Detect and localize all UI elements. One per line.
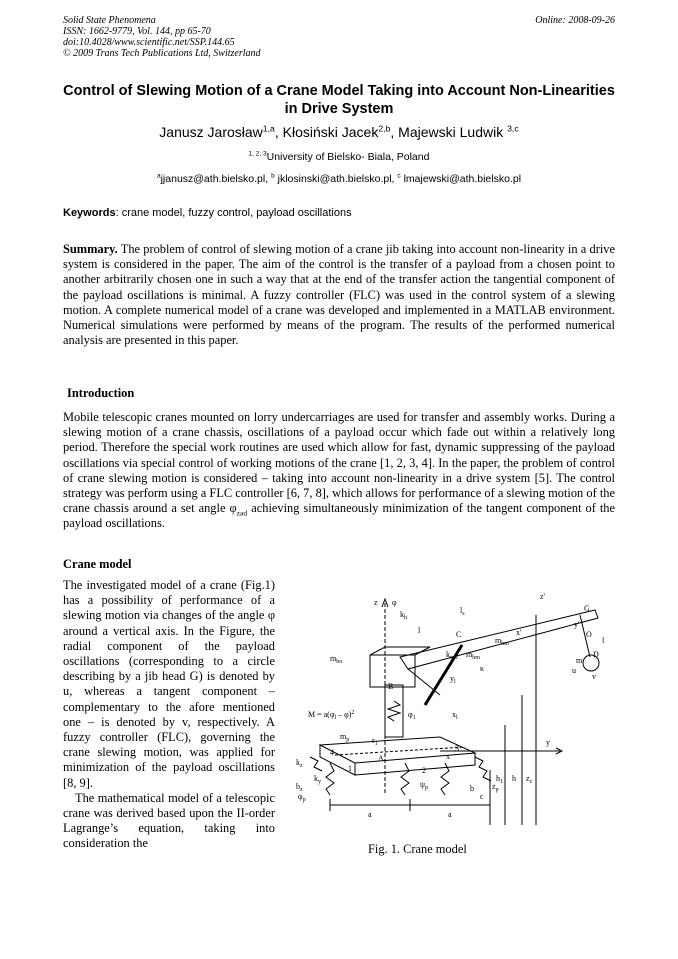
label-y: y	[546, 738, 550, 747]
label-zp: $z_p$	[492, 782, 499, 793]
label-phi1: $\varphi_1$	[408, 710, 416, 721]
label-moment-eq: $M = a(\varphi_l - \varphi)^2$	[308, 710, 355, 721]
affiliation	[60, 151, 618, 163]
label-phip: $\varphi_p$	[298, 792, 306, 803]
label-psi: $\psi_p$	[420, 780, 429, 791]
label-3: 3	[455, 744, 459, 753]
label-ls: $l_s$	[460, 606, 465, 617]
label-x: x	[446, 752, 450, 761]
journal-name: Solid State Phenomena	[63, 15, 156, 26]
label-z: z	[374, 598, 378, 607]
label-yl: $y_l$	[450, 674, 456, 685]
label-mp: $m_p$	[340, 732, 350, 743]
label-l: l	[418, 626, 421, 635]
label-l-small: l	[602, 636, 605, 645]
affiliation-sup: 1, 2, 3	[248, 150, 267, 158]
label-2: 2	[422, 766, 426, 775]
label-mbm-2: $m_{bm}$	[466, 650, 480, 661]
email-a-sup: a	[156, 172, 161, 180]
label-kz: $k_z$	[296, 758, 303, 769]
figure-caption: Fig. 1. Crane model	[368, 842, 467, 856]
author-2-sup: 2,b	[378, 123, 391, 134]
label-bx: $b_z$	[296, 782, 303, 793]
crane-model-paragraph-2: The mathematical model of a telescopic crane was derived based upon the II-order Lagrange’s equation, taking into consideration the	[63, 790, 275, 851]
label-C: C	[456, 630, 462, 639]
summary-paragraph	[63, 242, 615, 348]
label-ky: $k_y$	[314, 774, 321, 785]
label-v: v	[592, 672, 596, 681]
label-h: h	[512, 774, 516, 783]
label-b: b	[470, 784, 474, 793]
label-ksp: $k_{sp1}$	[446, 650, 459, 661]
keywords	[63, 207, 352, 219]
label-m: m	[576, 656, 583, 665]
keywords-text: : crane model, fuzzy control, payload oscillations	[115, 207, 352, 219]
label-G: G	[584, 604, 590, 613]
crane-model-heading: Crane model	[63, 557, 132, 571]
email-c[interactable]: lmajewski@ath.bielsko.pl	[400, 173, 522, 185]
label-4: 4	[330, 748, 334, 757]
email-line	[60, 173, 618, 185]
label-D: D	[593, 650, 599, 659]
author-line	[60, 124, 618, 140]
label-phi: φ	[392, 598, 397, 607]
crane-model-paragraph-1: The investigated model of a crane (Fig.1) has a possibility of performance of a slewing motion via changes of the angle φ around a vertical axis. In the Figure, the radial component of the payload oscillations (corresponding to a circle describing by a jib head G) is denoted by u, whereas a tangent component – complementary to the afore mentioned one – is denoted by v, respectively. A fuzzy controller (FLC), governing the crane slewing motion, was applied for minimization of the payload oscillations [8, 9].	[63, 578, 275, 790]
phi-zad-sub: zad	[236, 508, 248, 518]
email-a[interactable]: jjanusz@ath.bielsko.pl,	[160, 173, 272, 185]
journal-copyright: © 2009 Trans Tech Publications Ltd, Switzerland	[63, 48, 261, 59]
label-O: O	[586, 630, 592, 639]
introduction-text-2: achieving simultaneously minimization of the tangent component of the payload oscillations.	[63, 501, 616, 531]
introduction-heading: Introduction	[67, 386, 135, 400]
affiliation-text: University of Bielsko- Biala, Poland	[266, 151, 430, 163]
label-u: u	[572, 666, 576, 675]
journal-doi: doi:10.4028/www.scientific.net/SSP.144.65	[63, 37, 235, 48]
label-zc: $z_c$	[526, 774, 533, 785]
label-1: 1	[348, 764, 352, 773]
journal-issn: ISSN: 1662-9779, Vol. 144, pp 65-70	[63, 26, 211, 37]
label-kappa: κ	[480, 664, 485, 673]
keywords-label: Keywords	[63, 207, 116, 219]
label-kh: $k_h$	[400, 610, 407, 621]
summary-text: The problem of control of slewing motion of a crane jib taking into account non-linearity in a drive system is considered in the paper. The aim of the control is the transfer of a payload from a chosen point to another arbitrarily chosen one in such a way that at the end of the transfer action the tangential component of the payload oscillations is minimal. A fuzzy controller (FLC) was used in the control system of a slewing motion. A complete numerical model of a crane was developed and implemented in a MATLAB environment. Numerical simulations were performed by means of the program. The results of the performed numerical analysis are presented in this paper.	[63, 242, 615, 348]
label-r1: $r_1$	[372, 736, 378, 747]
author-2: , Kłosiński Jacek	[274, 124, 379, 140]
label-h1: $h_1$	[496, 774, 503, 785]
label-mbm: $m_{bm}$	[495, 636, 509, 647]
email-b-sup: b	[271, 172, 275, 180]
label-c: c	[480, 792, 484, 801]
email-c-sup: c	[397, 172, 401, 180]
label-xl: $x_l$	[452, 710, 458, 721]
label-a-1: a	[368, 810, 372, 819]
paper-title: Control of Slewing Motion of a Crane Model Taking into Account Non-Linearities in Drive System	[63, 83, 615, 117]
author-3: , Majewski Ludwik	[390, 124, 508, 140]
journal-header	[63, 15, 261, 59]
label-A: A	[378, 754, 384, 763]
email-b[interactable]: jklosinski@ath.bielsko.pl,	[274, 173, 398, 185]
author-1: Janusz Jarosław	[159, 124, 263, 140]
label-y-prime: y'	[574, 620, 580, 629]
crane-model-figure	[290, 585, 620, 845]
label-z-prime: z'	[540, 592, 545, 601]
online-date: Online: 2008-09-26	[535, 15, 615, 26]
introduction-paragraph	[63, 410, 615, 532]
label-x-prime: x'	[516, 628, 522, 637]
label-B: B	[388, 682, 394, 691]
author-3-sup: 3,c	[507, 123, 519, 134]
summary-label: Summary.	[63, 242, 118, 256]
author-1-sup: 1,a	[262, 123, 275, 134]
label-a-2: a	[448, 810, 452, 819]
crane-model-text	[63, 578, 275, 852]
label-mbo: $m_{bo}$	[330, 654, 343, 665]
introduction-text: Mobile telescopic cranes mounted on lorry undercarriages are used for transfer and assembly works. During a slewing motion of a crane chassis, oscillations of a payload occur which fade out within a relatively long period. Therefore the special work routines are used which allow for fast, dynamic suppressing of the payload oscillations via special control of working motions of the crane [1, 2, 3, 4]. In the paper, the problem of control of crane slewing motion is considered – taking into account non-linearity in a drive system [5]. The control strategy was perform using a FLC controller [6, 7, 8], which allows for performance of a slewing motion of the crane chassis around a set angle φ	[63, 410, 615, 516]
